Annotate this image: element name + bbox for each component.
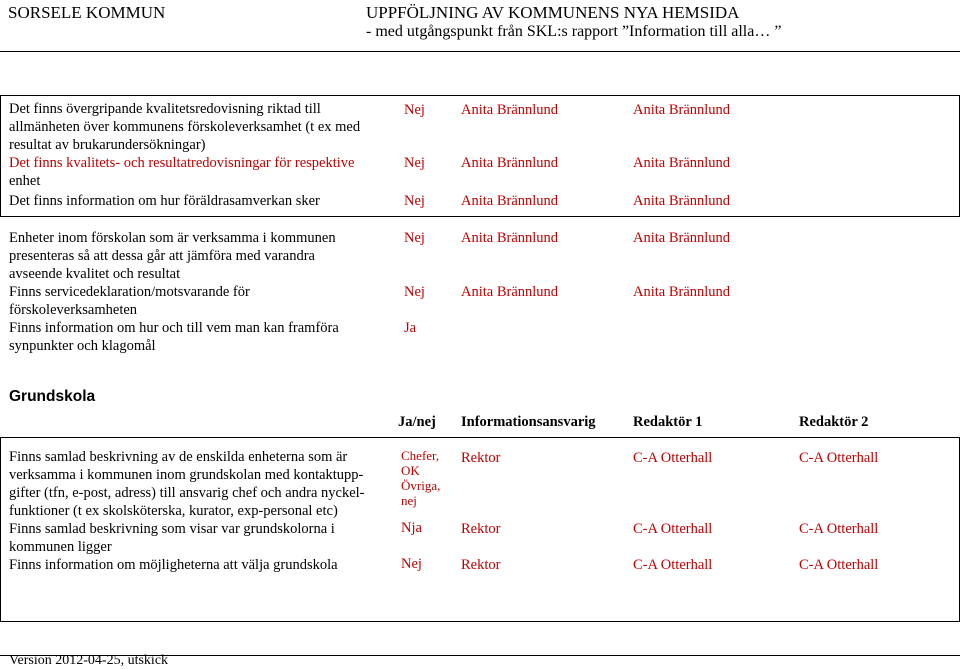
editor-1-cell: C-A Otterhall xyxy=(633,521,713,537)
editor-2-cell: C-A Otterhall xyxy=(799,521,879,537)
editor-cell: Anita Brännlund xyxy=(633,230,731,246)
row-text-line: Det finns information om hur föräldrasamverkan sker xyxy=(9,193,320,209)
row-text-line: enhet xyxy=(9,173,41,189)
row-text-line: Finns samlad beskrivning som visar var grundskolorna i xyxy=(9,521,335,537)
editor-cell: Anita Brännlund xyxy=(633,284,731,300)
column-header-editor-2: Redaktör 2 xyxy=(799,414,869,430)
section-heading: Grundskola xyxy=(9,388,96,405)
row-text-line: Enheter inom förskolan som är verksamma i kommunen xyxy=(9,230,336,246)
answer-cell: Nej xyxy=(404,193,425,209)
row-text-line: verksamma i kommunen inom grundskolan med kontaktupp- xyxy=(9,467,364,483)
column-header-editor-1: Redaktör 1 xyxy=(633,414,703,430)
row-text-line: Det finns övergripande kvalitetsredovisning riktad till xyxy=(9,101,321,117)
editor-cell: Anita Brännlund xyxy=(633,155,731,171)
answer-cell-line: OK xyxy=(401,463,420,478)
answer-cell-line: Chefer, xyxy=(401,448,440,463)
row-text-line: resultat av brukarundersökningar) xyxy=(9,137,206,153)
editor-cell: Anita Brännlund xyxy=(633,193,731,209)
row-text-line: Finns servicedeklaration/motsvarande för xyxy=(9,284,250,300)
answer-cell: Nej xyxy=(404,155,425,171)
responsible-cell: Anita Brännlund xyxy=(461,284,559,300)
editor-2-cell: C-A Otterhall xyxy=(799,450,879,466)
responsible-cell: Anita Brännlund xyxy=(461,155,559,171)
doc-subtitle: - med utgångspunkt från SKL:s rapport ”Information till alla… ” xyxy=(366,23,782,40)
answer-cell-line: Övriga, xyxy=(401,478,441,493)
editor-1-cell: C-A Otterhall xyxy=(633,450,713,466)
responsible-cell: Rektor xyxy=(461,450,501,466)
responsible-cell: Rektor xyxy=(461,521,501,537)
answer-cell: Nja xyxy=(401,520,422,536)
answer-cell: Nej xyxy=(404,284,425,300)
column-header-answer: Ja/nej xyxy=(398,414,436,430)
row-text-line: kommunen ligger xyxy=(9,539,112,555)
responsible-cell: Anita Brännlund xyxy=(461,102,559,118)
row-text-line: allmänheten över kommunens förskoleverksamhet (t ex med xyxy=(9,119,361,135)
row-text-line: avseende kvalitet och resultat xyxy=(9,266,181,282)
answer-cell: Ja xyxy=(404,320,417,336)
answer-cell: Nej xyxy=(404,230,425,246)
editor-cell: Anita Brännlund xyxy=(633,102,731,118)
row-text-line: synpunkter och klagomål xyxy=(9,338,156,354)
header-rule xyxy=(0,51,960,52)
row-text-line: Finns samlad beskrivning av de enskilda enheterna som är xyxy=(9,449,348,465)
row-text-line: funktioner (t ex skolsköterska, kurator, exp-personal etc) xyxy=(9,503,338,519)
responsible-cell: Anita Brännlund xyxy=(461,193,559,209)
row-text-line: Det finns kvalitets- och resultatredovisningar för respektive xyxy=(9,155,355,171)
editor-2-cell: C-A Otterhall xyxy=(799,557,879,573)
row-text-line: gifter (tfn, e-post, adress) till ansvarig chef och andra nyckel- xyxy=(9,485,365,501)
column-header-responsible: Informationsansvarig xyxy=(461,414,596,430)
version-footer: Version 2012-04-25, utskick xyxy=(9,653,169,668)
row-text-line: Finns information om möjligheterna att välja grundskola xyxy=(9,557,338,573)
answer-cell: Nej xyxy=(401,556,422,572)
editor-1-cell: C-A Otterhall xyxy=(633,557,713,573)
doc-title: UPPFÖLJNING AV KOMMUNENS NYA HEMSIDA xyxy=(366,3,740,22)
org-name: SORSELE KOMMUN xyxy=(8,3,166,22)
answer-cell: Nej xyxy=(404,102,425,118)
row-text-line: Finns information om hur och till vem man kan framföra xyxy=(9,320,339,336)
row-text-line: förskoleverksamheten xyxy=(9,302,138,318)
responsible-cell: Anita Brännlund xyxy=(461,230,559,246)
row-text-line: presenteras så att dessa går att jämföra med varandra xyxy=(9,248,315,264)
answer-cell-line: nej xyxy=(401,493,417,508)
responsible-cell: Rektor xyxy=(461,557,501,573)
